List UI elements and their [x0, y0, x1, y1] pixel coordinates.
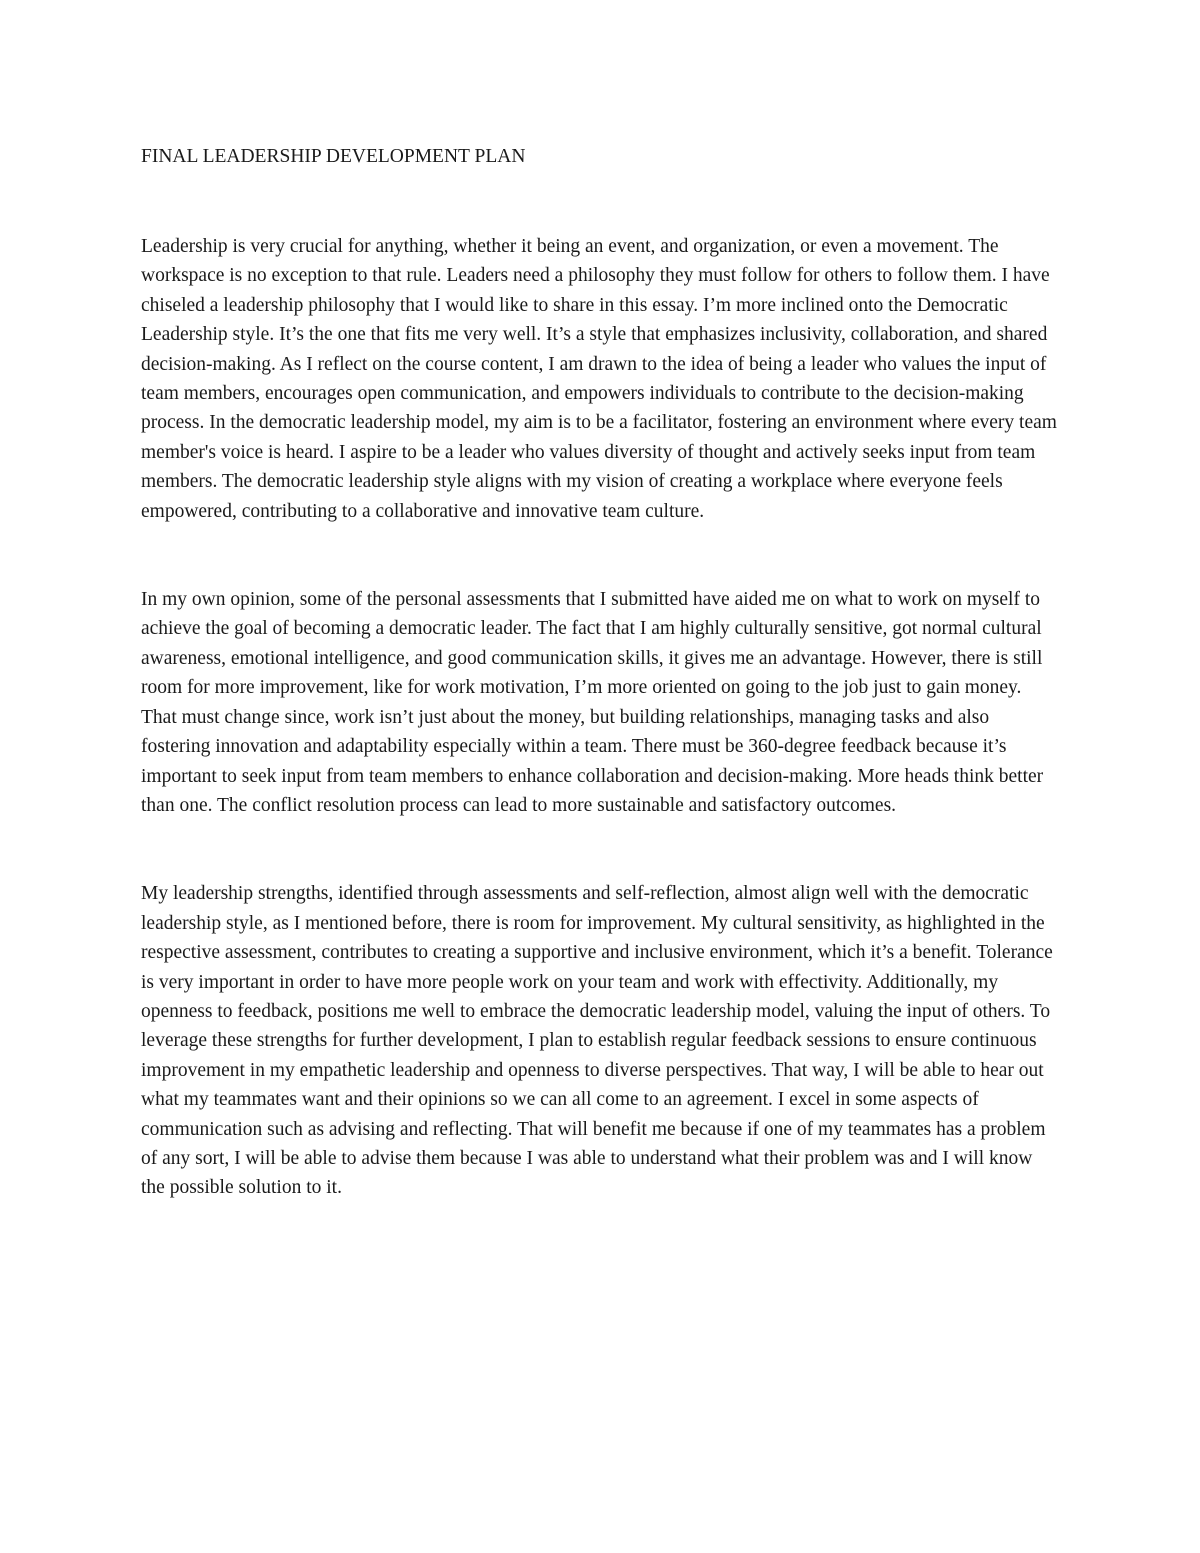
document-body: [141, 142, 1059, 1203]
document-title: FINAL LEADERSHIP DEVELOPMENT PLAN: [141, 146, 526, 167]
paragraph-leadership-philosophy: Leadership is very crucial for anything, whether it being an event, and organization, or even a movement. The workspace is no exception to that rule. Leaders need a philosophy they must follow for others to follow them. I have chiseled a leadership philosophy that I would like to share in this essay. I’m more inclined onto the Democratic Leadership style. It’s the one that fits me very well. It’s a style that emphasizes inclusivity, collaboration, and shared decision-making. As I reflect on the course content, I am drawn to the idea of being a leader who values the input of team members, encourages open communication, and empowers individuals to contribute to the decision-making process. In the democratic leadership model, my aim is to be a facilitator, fostering an environment where every team member's voice is heard. I aspire to be a leader who values diversity of thought and actively seeks input from team members. The democratic leadership style aligns with my vision of creating a workplace where everyone feels empowered, contributing to a collaborative and innovative team culture.: [141, 236, 1057, 522]
paragraph-personal-assessments: In my own opinion, some of the personal assessments that I submitted have aided me on what to work on myself to achieve the goal of becoming a democratic leader. The fact that I am highly culturally sensitive, got normal cultural awareness, emotional intelligence, and good communication skills, it gives me an advantage. However, there is still room for more improvement, like for work motivation, I’m more oriented on going to the job just to gain money. That must change since, work isn’t just about the money, but building relationships, managing tasks and also fostering innovation and adaptability especially within a team. There must be 360-degree feedback because it’s important to seek input from team members to enhance collaboration and decision-making. More heads think better than one. The conflict resolution process can lead to more sustainable and satisfactory outcomes.: [141, 589, 1044, 816]
paragraph-leadership-strengths: My leadership strengths, identified through assessments and self-reflection, almost align well with the democratic leadership style, as I mentioned before, there is room for improvement. My cultural sensitivity, as highlighted in the respective assessment, contributes to creating a supportive and inclusive environment, which it’s a benefit. Tolerance is very important in order to have more people work on your team and work with effectivity. Additionally, my openness to feedback, positions me well to embrace the democratic leadership model, valuing the input of others. To leverage these strengths for further development, I plan to establish regular feedback sessions to ensure continuous improvement in my empathetic leadership and openness to diverse perspectives. That way, I will be able to hear out what my teammates want and their opinions so we can all come to an agreement. I excel in some aspects of communication such as advising and reflecting. That will benefit me because if one of my teammates has a problem of any sort, I will be able to advise them because I was able to understand what their problem was and I will know the possible solution to it.: [141, 883, 1053, 1199]
